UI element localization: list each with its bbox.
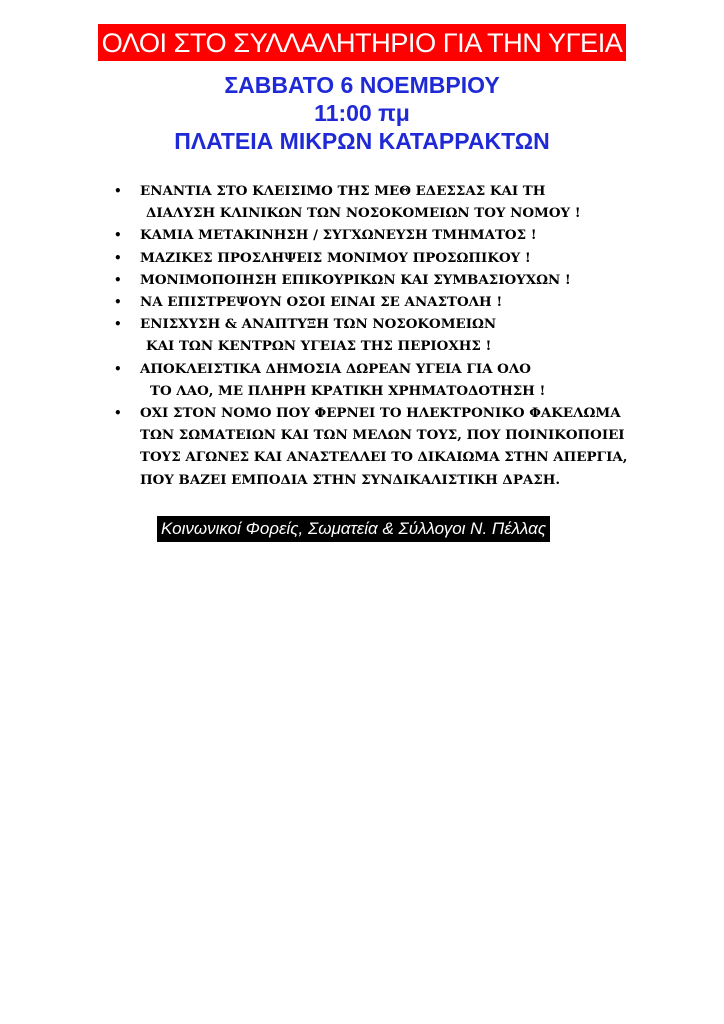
demand-line: ΤΟ ΛΑΟ, ΜΕ ΠΛΗΡΗ ΚΡΑΤΙΚΗ ΧΡΗΜΑΤΟΔΟΤΗΣΗ ! [150, 382, 546, 399]
demand-line: ΜΟΝΙΜΟΠΟΙΗΣΗ ΕΠΙΚΟΥΡΙΚΩΝ ΚΑΙ ΣΥΜΒΑΣΙΟΥΧΩΝ ! [140, 271, 571, 288]
event-time: 11:00 πμ [314, 100, 410, 126]
event-location: ΠΛΑΤΕΙΑ ΜΙΚΡΩΝ ΚΑΤΑΡΡΑΚΤΩΝ [174, 128, 550, 154]
demand-item [110, 358, 680, 402]
bullet-icon: • [114, 184, 122, 198]
demand-line: ΑΠΟΚΛΕΙΣΤΙΚΑ ΔΗΜΟΣΙΑ ΔΩΡΕΑΝ ΥΓΕΙΑ ΓΙΑ ΟΛΟ [140, 360, 531, 377]
demand-item [110, 180, 680, 224]
demand-item [110, 247, 680, 269]
demand-line: ΚΑΜΙΑ ΜΕΤΑΚΙΝΗΣΗ / ΣΥΓΧΩΝΕΥΣΗ ΤΜΗΜΑΤΟΣ ! [140, 227, 537, 244]
demand-item [110, 402, 680, 491]
demands-list [110, 180, 680, 491]
bullet-icon: • [114, 228, 122, 243]
bullet-icon: • [114, 317, 122, 332]
demand-line: ΕΝΙΣΧΥΣΗ & ΑΝΑΠΤΥΞΗ ΤΩΝ ΝΟΣΟΚΟΜΕΙΩΝ [140, 316, 497, 333]
bullet-icon: • [114, 250, 122, 265]
bullet-icon: • [114, 272, 122, 287]
demand-line: ΔΙΑΛΥΣΗ ΚΛΙΝΙΚΩΝ ΤΩΝ ΝΟΣΟΚΟΜΕΙΩΝ ΤΟΥ ΝΟΜΟΥ ! [146, 205, 581, 222]
demand-line: ΚΑΙ ΤΩΝ ΚΕΝΤΡΩΝ ΥΓΕΙΑΣ ΤΗΣ ΠΕΡΙΟΧΗΣ ! [146, 338, 492, 355]
event-date: ΣΑΒΒΑΤΟ 6 ΝΟΕΜΒΡΙΟΥ [224, 72, 500, 98]
demand-line: ΕΝΑΝΤΙΑ ΣΤΟ ΚΛΕΙΣΙΜΟ ΤΗΣ ΜΕΘ ΕΔΕΣΣΑΣ ΚΑΙ ΤΗ [140, 183, 546, 199]
demand-item [110, 224, 680, 246]
bullet-icon: • [114, 406, 122, 421]
demand-item [110, 313, 680, 357]
demand-line: ΝΑ ΕΠΙΣΤΡΕΨΟΥΝ ΟΣΟΙ ΕΙΝΑΙ ΣΕ ΑΝΑΣΤΟΛΗ ! [140, 294, 503, 311]
bullet-icon: • [114, 295, 122, 310]
organizers-signature: Κοινωνικοί Φορείς, Σωματεία & Σύλλογοι Ν. Πέλλας [157, 516, 550, 542]
demand-line: ΤΩΝ ΣΩΜΑΤΕΙΩΝ ΚΑΙ ΤΩΝ ΜΕΛΩΝ ΤΟΥΣ, ΠΟΥ ΠΟΙΝΙΚΟΠΟΙΕΙ [140, 427, 625, 444]
demand-line: ΠΟΥ ΒΑΖΕΙ ΕΜΠΟΔΙΑ ΣΤΗΝ ΣΥΝΔΙΚΑΛΙΣΤΙΚΗ ΔΡΑΣΗ. [140, 471, 561, 488]
demand-line: ΜΑΖΙΚΕΣ ΠΡΟΣΛΗΨΕΙΣ ΜΟΝΙΜΟΥ ΠΡΟΣΩΠΙΚΟΥ ! [140, 249, 531, 266]
demand-item [110, 269, 680, 291]
demand-line: ΟΧΙ ΣΤΟΝ ΝΟΜΟ ΠΟΥ ΦΕΡΝΕΙ ΤΟ ΗΛΕΚΤΡΟΝΙΚΟ ΦΑΚΕΛΩΜΑ [140, 405, 621, 422]
demand-item [110, 291, 680, 313]
bullet-icon: • [114, 361, 122, 376]
demand-line: ΤΟΥΣ ΑΓΩΝΕΣ ΚΑΙ ΑΝΑΣΤΕΛΛΕΙ ΤΟ ΔΙΚΑΙΩΜΑ ΣΤΗΝ ΑΠΕΡΓΙΑ, [140, 449, 628, 466]
rally-title-banner: ΟΛΟΙ ΣΤΟ ΣΥΛΛΑΛΗΤΗΡΙΟ ΓΙΑ ΤΗΝ ΥΓΕΙΑ [98, 24, 626, 61]
